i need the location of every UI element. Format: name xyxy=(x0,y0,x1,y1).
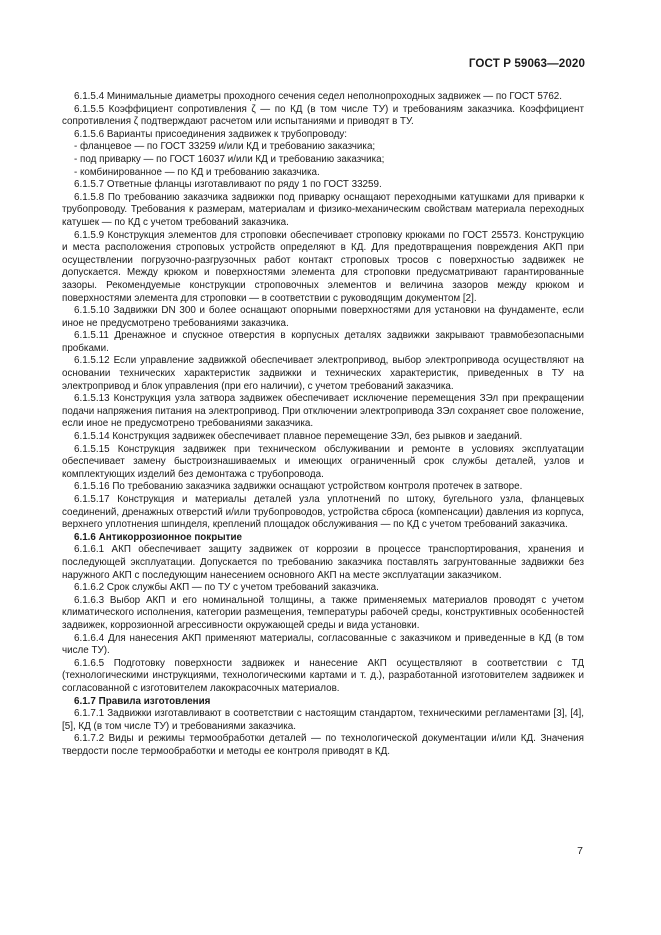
paragraph-6-1-5-11: 6.1.5.11 Дренажное и спускное отверстия в корпусных деталях задвижки закрывают травмобезопасными пробками. xyxy=(62,330,584,354)
paragraph-6-1-5-17: 6.1.5.17 Конструкция и материалы деталей узла уплотнений по штоку, бугельного узла, фланцевых соединений, дренажных отверстий и/или трубопроводов, устройства сброса (компенсации) давления из корпуса, верхнего уплотнения шпинделя, креплений площадок обслуживания — по КД с учетом требований заказчика. xyxy=(62,494,584,531)
paragraph-6-1-5-15: 6.1.5.15 Конструкция задвижек при техническом обслуживании и ремонте в условиях эксплуатации обеспечивает замену быстроизнашиваемых и имеющих ограниченный срок службы деталей, узлов и комплектующих изделий без демонтажа с трубопровода. xyxy=(62,443,584,480)
paragraph-6-1-5-7: 6.1.5.7 Ответные фланцы изготавливают по ряду 1 по ГОСТ 33259. xyxy=(74,179,382,191)
paragraph-6-1-6-3: 6.1.6.3 Выбор АКП и его номинальной толщины, а также применяемых материалов проводят с учетом климатического исполнения, категории размещения, температуры рабочей среды, конструктивных особенностей задвижек, коррозионной агрессивности окружающей среды и вида установки. xyxy=(62,594,584,631)
paragraph-6-1-5-8: 6.1.5.8 По требованию заказчика задвижки под приварку оснащают переходными катушками для приварки к трубопроводу. Требования к размерам, материалам и физико-механическим свойствам материала переходных катушек — по КД с учетом требований заказчика. xyxy=(62,191,584,228)
document-body xyxy=(62,91,584,758)
list-item: - фланцевое — по ГОСТ 33259 и/или КД и требованию заказчика; xyxy=(74,141,376,153)
paragraph-6-1-6-4: 6.1.6.4 Для нанесения АКП применяют материалы, согласованные с заказчиком и приведенные в КД (в том числе ТУ). xyxy=(62,632,584,657)
list-item: - под приварку — по ГОСТ 16037 и/или КД и требованию заказчика; xyxy=(74,153,385,165)
paragraph-6-1-5-6: 6.1.5.6 Варианты присоединения задвижек к трубопроводу: xyxy=(74,128,347,140)
paragraph-6-1-5-12: 6.1.5.12 Если управление задвижкой обеспечивает электропривод, выбор электропривода осуществляют на основании технических характеристик задвижки и технических характеристик, приведенных в ТУ на электропривод и блок управления (при его наличии), с учетом требований заказчика. xyxy=(62,355,584,392)
paragraph-6-1-6-5: 6.1.6.5 Подготовку поверхности задвижек и нанесение АКП осуществляют в соответствии с ТД (технологическими инструкциями, технологическими картами и т. д.), разработанной изготовителем задвижек и согласованной с изготовителем лакокрасочных материалов. xyxy=(62,657,584,694)
section-heading-6-1-6: 6.1.6 Антикоррозионное покрытие xyxy=(74,531,242,543)
paragraph-6-1-5-10: 6.1.5.10 Задвижки DN 300 и более оснащают опорными поверхностями для установки на фундаменте, если иное не предусмотрено требованиями заказчика. xyxy=(62,305,584,329)
paragraph-6-1-6-1: 6.1.6.1 АКП обеспечивает защиту задвижек от коррозии в процессе транспортирования, хранения и последующей эксплуатации. Допускается по требованию заказчика поставлять загрунтованные задвижки без наружного АКП с последующим нанесением основного АКП на месте эксплуатации заказчиком. xyxy=(62,544,584,581)
paragraph-6-1-5-14: 6.1.5.14 Конструкция задвижек обеспечивает плавное перемещение ЗЭл, без рывков и заеданий. xyxy=(74,431,523,443)
paragraph-6-1-5-13: 6.1.5.13 Конструкция узла затвора задвижек обеспечивает исключение перемещения ЗЭл при прекращении подачи напряжения питания на электропривод. При отключении электропривода ЗЭл сохраняет свое положение, если иное не предусмотрено требованиями заказчика. xyxy=(62,393,584,430)
paragraph-6-1-5-16: 6.1.5.16 По требованию заказчика задвижки оснащают устройством контроля протечек в затворе. xyxy=(74,481,523,493)
list-item: - комбинированное — по КД и требованию заказчика. xyxy=(74,166,320,178)
paragraph-6-1-6-2: 6.1.6.2 Срок службы АКП — по ТУ с учетом требований заказчика. xyxy=(74,582,379,594)
section-heading-6-1-7: 6.1.7 Правила изготовления xyxy=(74,695,211,707)
paragraph-6-1-7-1: 6.1.7.1 Задвижки изготавливают в соответствии с настоящим стандартом, техническими регламентами [3], [4], [5], КД (в том числе ТУ) и требованиями заказчика. xyxy=(62,708,584,732)
paragraph-6-1-5-9: 6.1.5.9 Конструкция элементов для строповки обеспечивает строповку крюками по ГОСТ 25573. Конструкцию и места расположения строповых устройств определяют в КД. Для предотвращения повреждения АКП при осуществлении погрузочно-разгрузочных работ контакт строповых тросов с поверхностью задвижек не допускается. Между крюком и поверхностями элемента для строповки предусматривают гарантированные зазоры. Рекомендуемые конструкции строповочных элементов и величина зазоров между крюком и поверхностями элемента для строповки — в соответствии с руководящим документом [2]. xyxy=(62,229,584,304)
page-number: 7 xyxy=(577,845,583,857)
paragraph-6-1-7-2: 6.1.7.2 Виды и режимы термообработки деталей — по технологической документации и/или КД. Значения твердости после термообработки и методы ее контроля приводят в КД. xyxy=(62,733,584,757)
paragraph-6-1-5-5: 6.1.5.5 Коэффициент сопротивления ζ — по КД (в том числе ТУ) и требованиям заказчика. Коэффициент сопротивления ζ подтверждают расчетом или испытаниями и приводят в ТУ. xyxy=(62,103,584,128)
paragraph-6-1-5-4: 6.1.5.4 Минимальные диаметры проходного сечения седел неполнопроходных задвижек — по ГОСТ 5762. xyxy=(74,91,563,102)
document-code: ГОСТ Р 59063—2020 xyxy=(468,57,585,70)
